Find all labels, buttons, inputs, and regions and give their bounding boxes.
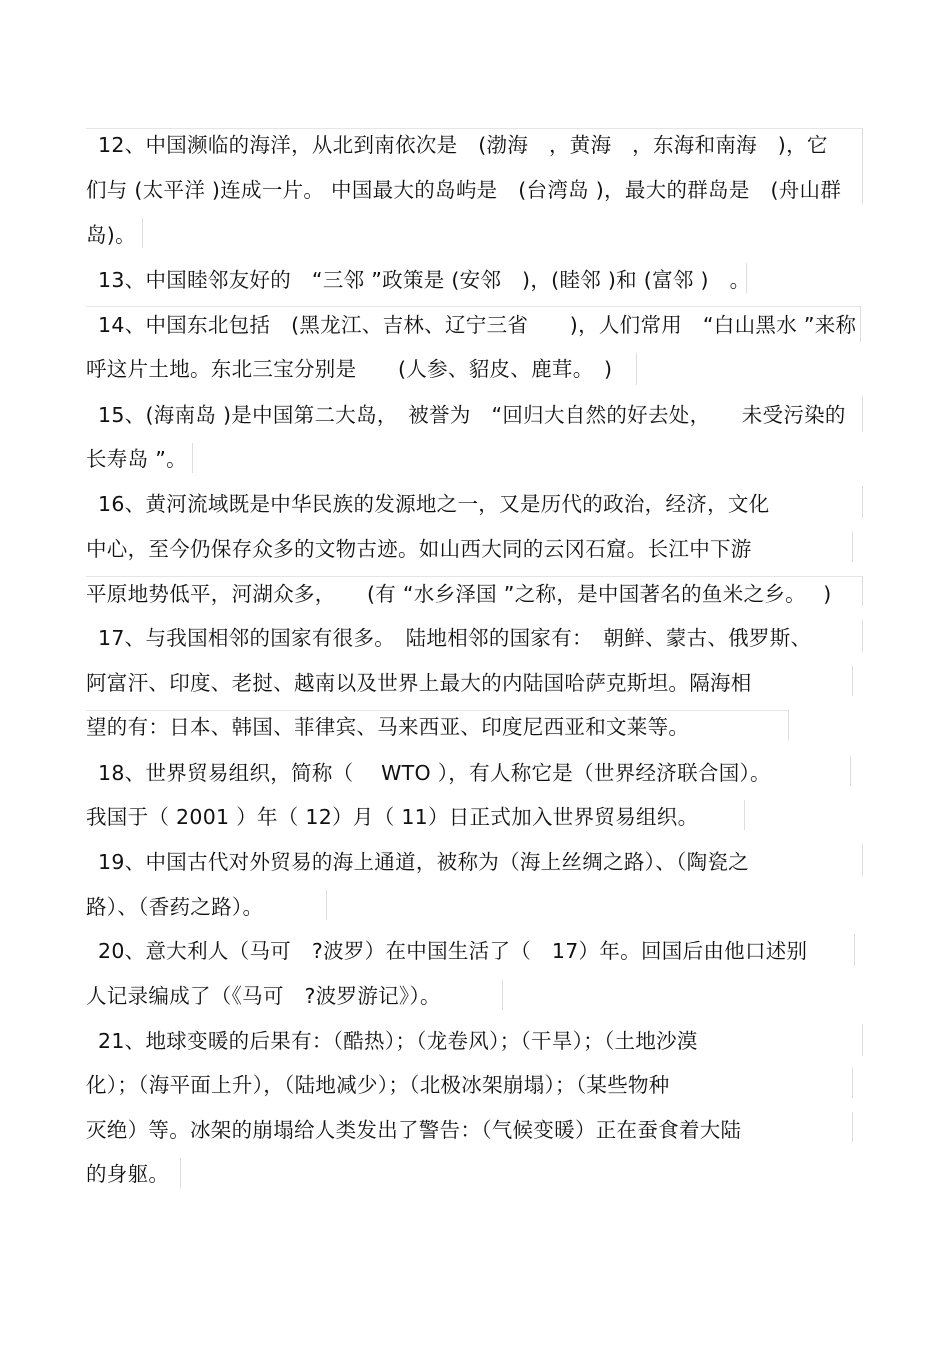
scan-rule	[854, 934, 855, 966]
scan-rule	[192, 443, 193, 473]
paragraph-21-line-3: 灭绝）等。冰架的崩塌给人类发出了警告：（气候变暖）正在蚕食着大陆	[86, 1118, 742, 1142]
scan-rule	[86, 128, 862, 129]
scan-rule	[862, 128, 863, 204]
paragraph-19-line-2: 路）、（香药之路）。	[86, 895, 264, 919]
paragraph-12-line-2: 们与 (太平洋 )连成一片。 中国最大的岛屿是 (台湾岛 )，最大的群岛是 (舟山群	[86, 178, 842, 202]
scan-rule	[862, 396, 863, 432]
scan-rule	[852, 1112, 853, 1142]
scan-rule	[852, 532, 853, 562]
scan-rule	[860, 306, 861, 342]
scan-rule	[180, 1158, 181, 1188]
paragraph-21-line-2: 化）；（海平面上升），（陆地减少）；（北极冰架崩塌）；（某些物种	[86, 1073, 670, 1097]
paragraph-18-line-1: 18、世界贸易组织，简称（ WTO ），有人称它是（世界经济联合国）。	[98, 761, 771, 785]
scan-rule	[862, 576, 863, 606]
paragraph-12-line-3: 岛)。	[86, 223, 136, 247]
scan-rule	[744, 800, 745, 830]
scan-rule	[142, 218, 143, 248]
scan-rule	[862, 620, 863, 652]
paragraph-20-line-2: 人记录编成了（《马可 ?波罗游记》）。	[86, 984, 441, 1008]
paragraph-18-line-2: 我国于（ 2001 ）年（ 12）月（ 11）日正式加入世界贸易组织。	[86, 805, 699, 829]
paragraph-14-line-1: 14、中国东北包括 (黑龙江、吉林、辽宁三省 )，人们常用 “白山黑水 ”来称	[98, 313, 857, 337]
paragraph-21-line-4: 的身躯。	[86, 1162, 170, 1186]
paragraph-17-line-3: 望的有：日本、韩国、菲律宾、马来西亚、印度尼西亚和文莱等。	[86, 715, 690, 739]
scan-rule	[502, 980, 503, 1010]
paragraph-19-line-1: 19、中国古代对外贸易的海上通道，被称为（海上丝绸之路）、（陶瓷之	[98, 850, 749, 874]
paragraph-15-line-2: 长寿岛 ”。	[86, 447, 187, 471]
scan-rule	[326, 890, 327, 920]
paragraph-16-line-3: 平原地势低平，河湖众多， (有 “水乡泽国 ”之称，是中国著名的鱼米之乡。 )	[86, 582, 832, 606]
paragraph-14-line-2: 呼这片土地。东北三宝分别是 (人参、貂皮、鹿茸。 )	[86, 357, 613, 381]
scan-rule	[636, 353, 637, 385]
paragraph-16-line-2: 中心，至今仍保存众多的文物古迹。如山西大同的云冈石窟。长江中下游	[86, 537, 752, 561]
paragraph-17-line-1: 17、与我国相邻的国家有很多。 陆地相邻的国家有： 朝鲜、蒙古、俄罗斯、	[98, 626, 812, 650]
scan-rule	[850, 756, 851, 786]
paragraph-21-line-1: 21、地球变暖的后果有：（酷热）；（龙卷风）；（干旱）；（土地沙漠	[98, 1029, 698, 1053]
paragraph-15-line-1: 15、(海南岛 )是中国第二大岛， 被誉为 “回归大自然的好去处， 未受污染的	[98, 403, 846, 427]
paragraph-12-line-1: 12、中国濒临的海洋，从北到南依次是 (渤海 ，黄海 ，东海和南海 )，它	[98, 133, 828, 157]
scan-rule	[86, 306, 860, 307]
paragraph-17-line-2: 阿富汗、印度、老挝、越南以及世界上最大的内陆国哈萨克斯坦。隔海相	[86, 671, 752, 695]
scan-rule	[788, 710, 789, 740]
scan-rule	[862, 1024, 863, 1056]
paragraph-16-line-1: 16、黄河流域既是中华民族的发源地之一，又是历代的政治，经济，文化	[98, 492, 770, 516]
scan-rule	[862, 844, 863, 876]
scan-rule	[862, 486, 863, 518]
scan-rule	[86, 710, 788, 711]
scan-rule	[852, 1068, 853, 1098]
paragraph-13-line-1: 13、中国睦邻友好的 “三邻 ”政策是 (安邻 )，(睦邻 )和 (富邻 ) 。	[98, 268, 751, 292]
paragraph-20-line-1: 20、意大利人（马可 ?波罗）在中国生活了（ 17）年。回国后由他口述别	[98, 939, 808, 963]
scan-rule	[86, 576, 862, 577]
scan-rule	[852, 666, 853, 696]
